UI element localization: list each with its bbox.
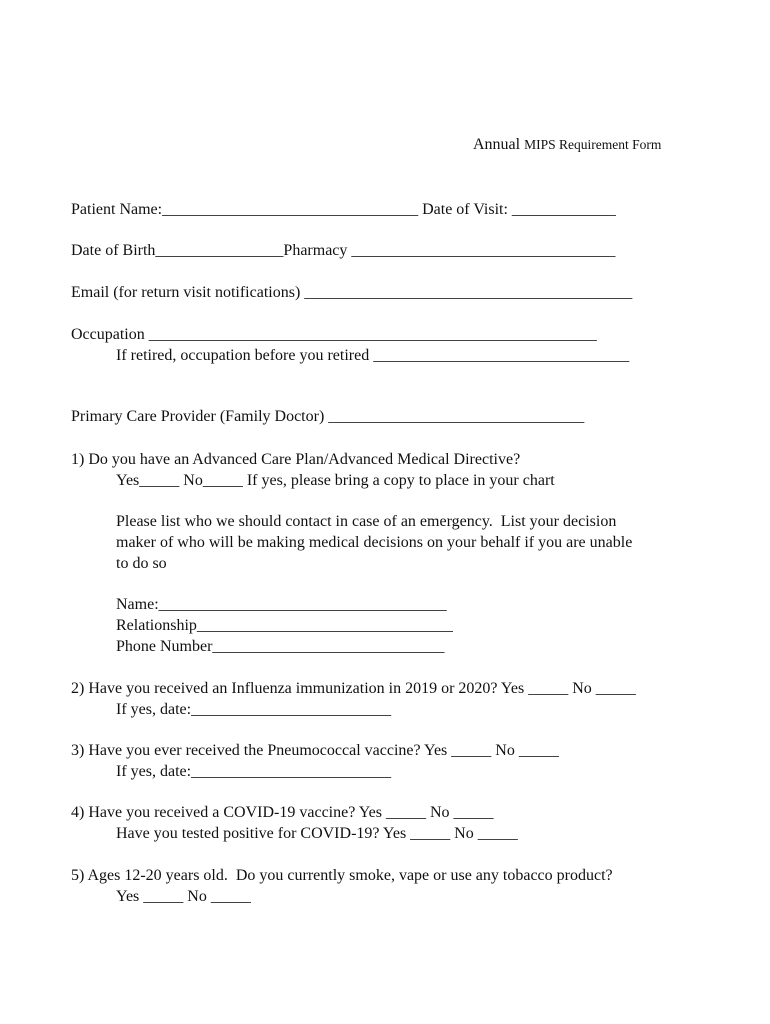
title-annual: Annual: [473, 136, 521, 153]
question-2: 2) Have you received an Influenza immunization in 2019 or 2020? Yes _____ No _____: [71, 680, 636, 697]
question-3: 3) Have you ever received the Pneumococcal vaccine? Yes _____ No _____: [71, 742, 559, 759]
question-3-date: If yes, date:_________________________: [116, 763, 392, 780]
question-1-answer: Yes_____ No_____ If yes, please bring a copy to place in your chart: [116, 472, 555, 489]
question-1: 1) Do you have an Advanced Care Plan/Advanced Medical Directive?: [71, 451, 521, 468]
emergency-instructions-3: to do so: [116, 555, 167, 572]
title-rest: MIPS Requirement Form: [524, 137, 662, 152]
email-line: Email (for return visit notifications) _________________________________________: [71, 284, 633, 301]
emergency-instructions-1: Please list who we should contact in case of an emergency. List your decision: [116, 513, 617, 530]
occupation-line: Occupation ________________________________________________________: [71, 326, 597, 343]
question-4-tested: Have you tested positive for COVID-19? Yes _____ No _____: [116, 825, 518, 842]
patient-name-line: Patient Name:________________________________ Date of Visit: _____________: [71, 201, 616, 218]
contact-phone-line: Phone Number_____________________________: [116, 638, 445, 655]
question-5-answer: Yes _____ No _____: [116, 888, 251, 905]
contact-name-line: Name:____________________________________: [116, 596, 447, 613]
form-title: [473, 136, 661, 154]
primary-care-provider-line: Primary Care Provider (Family Doctor) ________________________________: [71, 408, 585, 425]
dob-pharmacy-line: Date of Birth________________Pharmacy _________________________________: [71, 242, 616, 259]
emergency-instructions-2: maker of who will be making medical decisions on your behalf if you are unable: [116, 534, 633, 551]
retired-occupation-line: If retired, occupation before you retired ________________________________: [116, 347, 630, 364]
question-2-date: If yes, date:_________________________: [116, 701, 392, 718]
question-4: 4) Have you received a COVID-19 vaccine? Yes _____ No _____: [71, 804, 494, 821]
question-5: 5) Ages 12-20 years old. Do you currently smoke, vape or use any tobacco product?: [71, 867, 613, 884]
contact-relationship-line: Relationship________________________________: [116, 617, 453, 634]
